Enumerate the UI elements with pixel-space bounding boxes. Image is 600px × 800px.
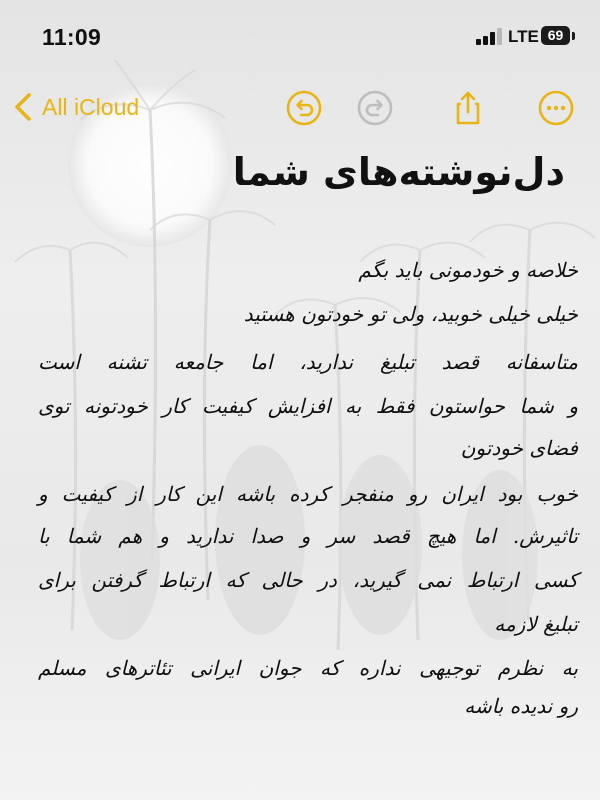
- note-line: کسی ارتباط نمی گیرید، در حالی که ارتباط گرفتن برای: [38, 568, 578, 592]
- undo-button[interactable]: [284, 88, 324, 128]
- battery-icon: [541, 26, 577, 46]
- share-icon: [448, 88, 488, 128]
- more-icon: [536, 88, 576, 128]
- note-line: تاثیرش. اما هیچ قصد سر و صدا ندارید و هم شما با: [38, 524, 578, 548]
- note-body[interactable]: [38, 256, 578, 726]
- note-line: خوب بود ایران رو منفجر کرده باشه این کار از کیفیت و: [38, 482, 578, 506]
- undo-icon: [284, 88, 324, 128]
- note-line: متاسفانه قصد تبلیغ ندارید، اما جامعه تشنه است: [38, 350, 578, 374]
- note-line: خیلی خیلی خوبید، ولی تو خودتون هستید: [243, 302, 578, 326]
- note-line: و شما حواستون فقط به افزایش کیفیت کار خودتونه توی: [38, 394, 578, 418]
- note-title[interactable]: دل‌نوشته‌های شما: [232, 150, 565, 194]
- more-options-button[interactable]: [536, 88, 576, 128]
- back-button[interactable]: [10, 86, 139, 128]
- network-type: LTE: [508, 27, 539, 46]
- note-line: فضای خودتون: [460, 436, 578, 460]
- battery-cap: [572, 32, 575, 40]
- redo-icon: [355, 88, 395, 128]
- cellular-signal-icon: [475, 27, 505, 45]
- redo-button[interactable]: [355, 88, 395, 128]
- status-bar: [0, 0, 600, 70]
- share-button[interactable]: [448, 88, 488, 128]
- status-time: 11:09: [42, 24, 102, 50]
- note-line: خلاصه و خودمونی باید بگم: [358, 258, 578, 282]
- note-line: رو ندیده باشه: [464, 694, 578, 718]
- note-line: به نظرم توجیهی نداره که جوان ایرانی تئاترهای مسلم: [38, 656, 578, 680]
- battery-level: 69: [541, 26, 570, 45]
- back-button-label: All iCloud: [42, 93, 140, 120]
- chevron-left-icon: [10, 91, 36, 123]
- note-line: تبلیغ لازمه: [494, 612, 578, 636]
